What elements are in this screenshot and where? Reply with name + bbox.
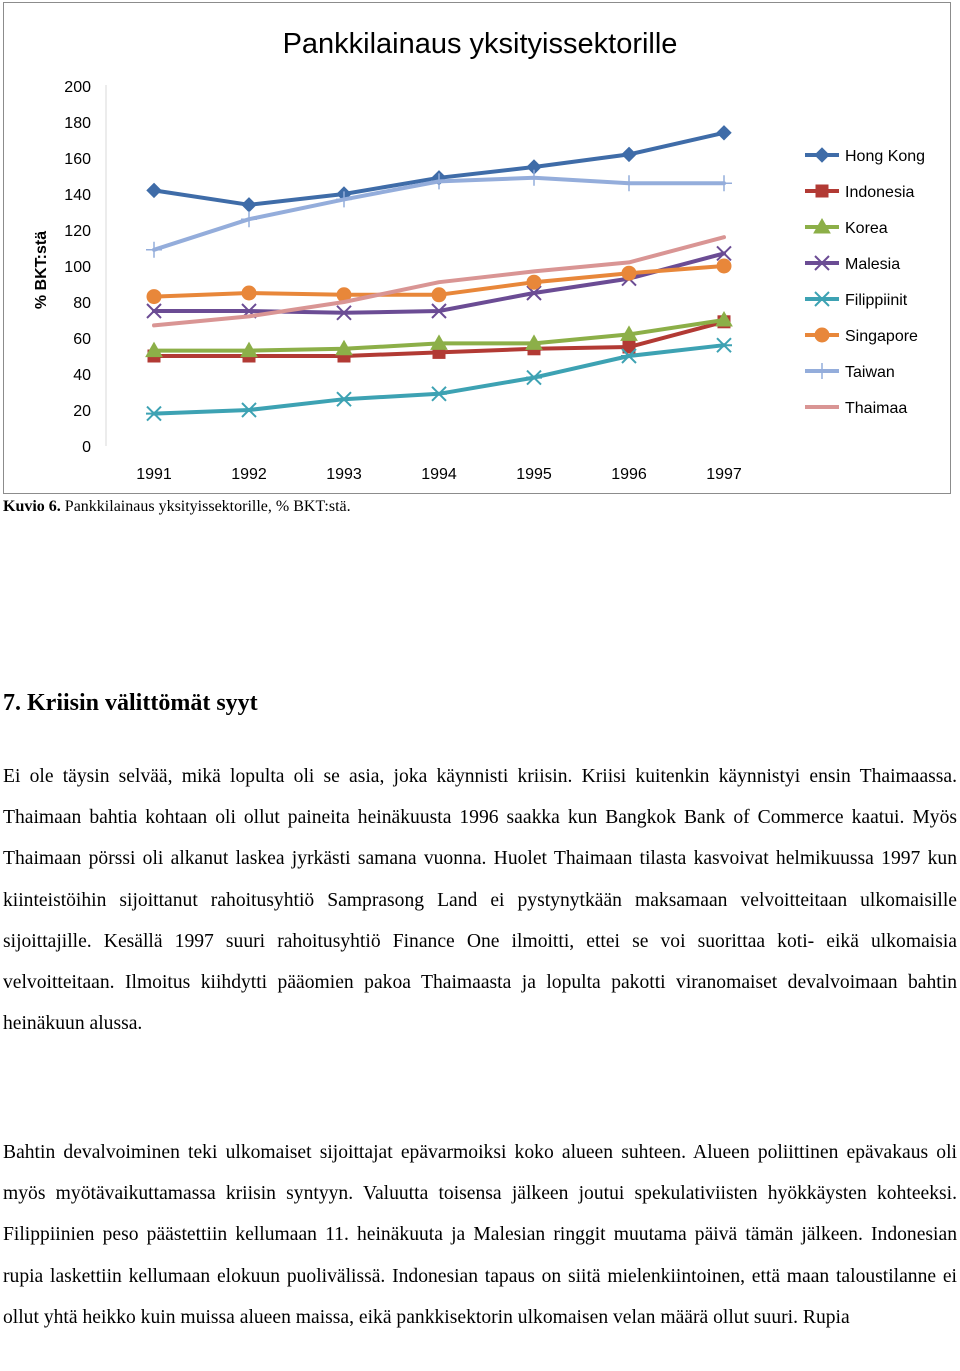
legend-label: Malesia — [845, 256, 901, 273]
legend-item — [805, 219, 888, 237]
legend-item — [805, 328, 918, 345]
y-tick-label: 40 — [73, 367, 91, 384]
legend-label: Hong Kong — [845, 148, 926, 165]
data-point — [241, 211, 257, 227]
legend-marker — [814, 292, 830, 306]
data-point — [527, 275, 541, 289]
x-tick-label: 1993 — [326, 466, 362, 483]
series-hong-kong — [147, 126, 731, 212]
series-lines — [146, 126, 732, 421]
y-tick-label: 160 — [64, 151, 91, 168]
data-point — [717, 259, 731, 273]
y-axis-ticks — [64, 79, 91, 456]
data-point — [147, 290, 161, 304]
data-point — [621, 175, 637, 191]
y-tick-label: 60 — [73, 331, 91, 348]
data-point — [716, 175, 732, 191]
y-tick-label: 100 — [64, 259, 91, 276]
section-heading: 7. Kriisin välittömät syyt — [3, 690, 258, 716]
data-point — [146, 242, 162, 258]
data-point — [717, 126, 731, 140]
figure-caption — [3, 498, 351, 516]
y-tick-label: 120 — [64, 223, 91, 240]
data-point — [526, 371, 542, 385]
caption-label: Kuvio 6. — [3, 498, 61, 515]
x-tick-label: 1996 — [611, 466, 647, 483]
data-point — [622, 266, 636, 280]
y-tick-label: 0 — [82, 439, 91, 456]
x-axis-ticks — [136, 466, 742, 483]
chart-legend — [805, 148, 925, 417]
chart-container — [3, 2, 951, 494]
legend-marker — [815, 148, 829, 162]
data-point — [716, 338, 732, 352]
data-point — [622, 147, 636, 161]
legend-label: Thaimaa — [845, 400, 908, 417]
legend-label: Korea — [845, 220, 888, 237]
legend-item — [805, 148, 925, 165]
legend-label: Taiwan — [845, 364, 895, 381]
y-axis-label: % BKT:stä — [33, 230, 50, 310]
y-tick-label: 200 — [64, 79, 91, 96]
legend-label: Indonesia — [845, 184, 915, 201]
data-point — [242, 198, 256, 212]
data-point — [241, 403, 257, 417]
paragraph-1: Ei ole täysin selvää, mikä lopulta oli se asia, joka käynnisti kriisin. Kriisi kuitenkin käynnistyi ensin Thaimaassa. Thaimaan bahtia kohtaan oli ollut paineita heinäkuusta 1996 saakka kun Bangkok Bank of Commerce kaatui. Myös Thaimaan pörssi oli alkanut laskea jyrkästi samana vuonna. Huolet Thaimaan tilasta kasvoivat helmikuussa 1997 kun kiinteistöihin sijoittanut rahoitusyhtiö Samprasong Land ei pystynytkään maksamaan velvoitteitaan ulkomaisille sijoittajille. Kesällä 1997 suuri rahoitusyhtiö Finance One ilmoitti, ettei se voi suorittaa koti- eikä ulkomaisia velvoitteitaan. Ilmoitus kiihdytti pääomien pakoa Thaimaasta ja lopulta pakotti viranomaiset devalvoimaan bahtin heinäkuun alussa. — [3, 766, 957, 1035]
legend-item — [805, 184, 914, 201]
x-tick-label: 1995 — [516, 466, 552, 483]
data-point — [526, 170, 542, 186]
line-chart — [4, 3, 950, 493]
x-tick-label: 1991 — [136, 466, 172, 483]
caption-text: Pankkilainaus yksityissektorille, % BKT:stä. — [60, 498, 351, 515]
series-line — [154, 133, 724, 205]
legend-marker — [815, 328, 829, 342]
data-point — [336, 392, 352, 406]
y-tick-label: 80 — [73, 295, 91, 312]
data-point — [147, 183, 161, 197]
data-point — [146, 407, 162, 421]
y-tick-label: 180 — [64, 115, 91, 132]
y-tick-label: 140 — [64, 187, 91, 204]
x-tick-label: 1992 — [231, 466, 267, 483]
legend-item — [805, 400, 907, 417]
x-tick-label: 1994 — [421, 466, 457, 483]
chart-title: Pankkilainaus yksityissektorille — [282, 28, 678, 60]
x-tick-label: 1997 — [706, 466, 742, 483]
y-tick-label: 20 — [73, 403, 91, 420]
legend-marker — [816, 185, 828, 197]
data-point — [432, 288, 446, 302]
legend-label: Singapore — [845, 328, 918, 345]
data-point — [431, 387, 447, 401]
data-point — [242, 286, 256, 300]
legend-item — [805, 256, 900, 273]
legend-label: Filippiinit — [845, 292, 908, 309]
legend-item — [805, 363, 895, 381]
series-taiwan — [146, 170, 732, 258]
paragraph-2: Bahtin devalvoiminen teki ulkomaiset sijoittajat epävarmoiksi koko alueen suhteen. Alueen poliittinen epävakaus oli myös myötävaikuttamassa kriisin syntyyn. Valuutta toisensa jälkeen joutui spekulativiisten hyökkäysten kohteeksi. Filippiinien peso päästettiin kellumaan 11. heinäkuuta ja Malesian ringgit muutama päivä tämän jälkeen. Indonesian rupia laskettiin kellumaan elokuun puolivälissä. Indonesian tapaus on siitä mielenkiintoinen, että maan taloustilanne ei ollut yhtä heikko kuin muissa alueen maissa, eikä pankkisektorin ulkomaisen velan määrä ollut suuri. Rupia — [3, 1142, 957, 1328]
legend-item — [805, 292, 908, 309]
legend-marker — [814, 363, 830, 379]
